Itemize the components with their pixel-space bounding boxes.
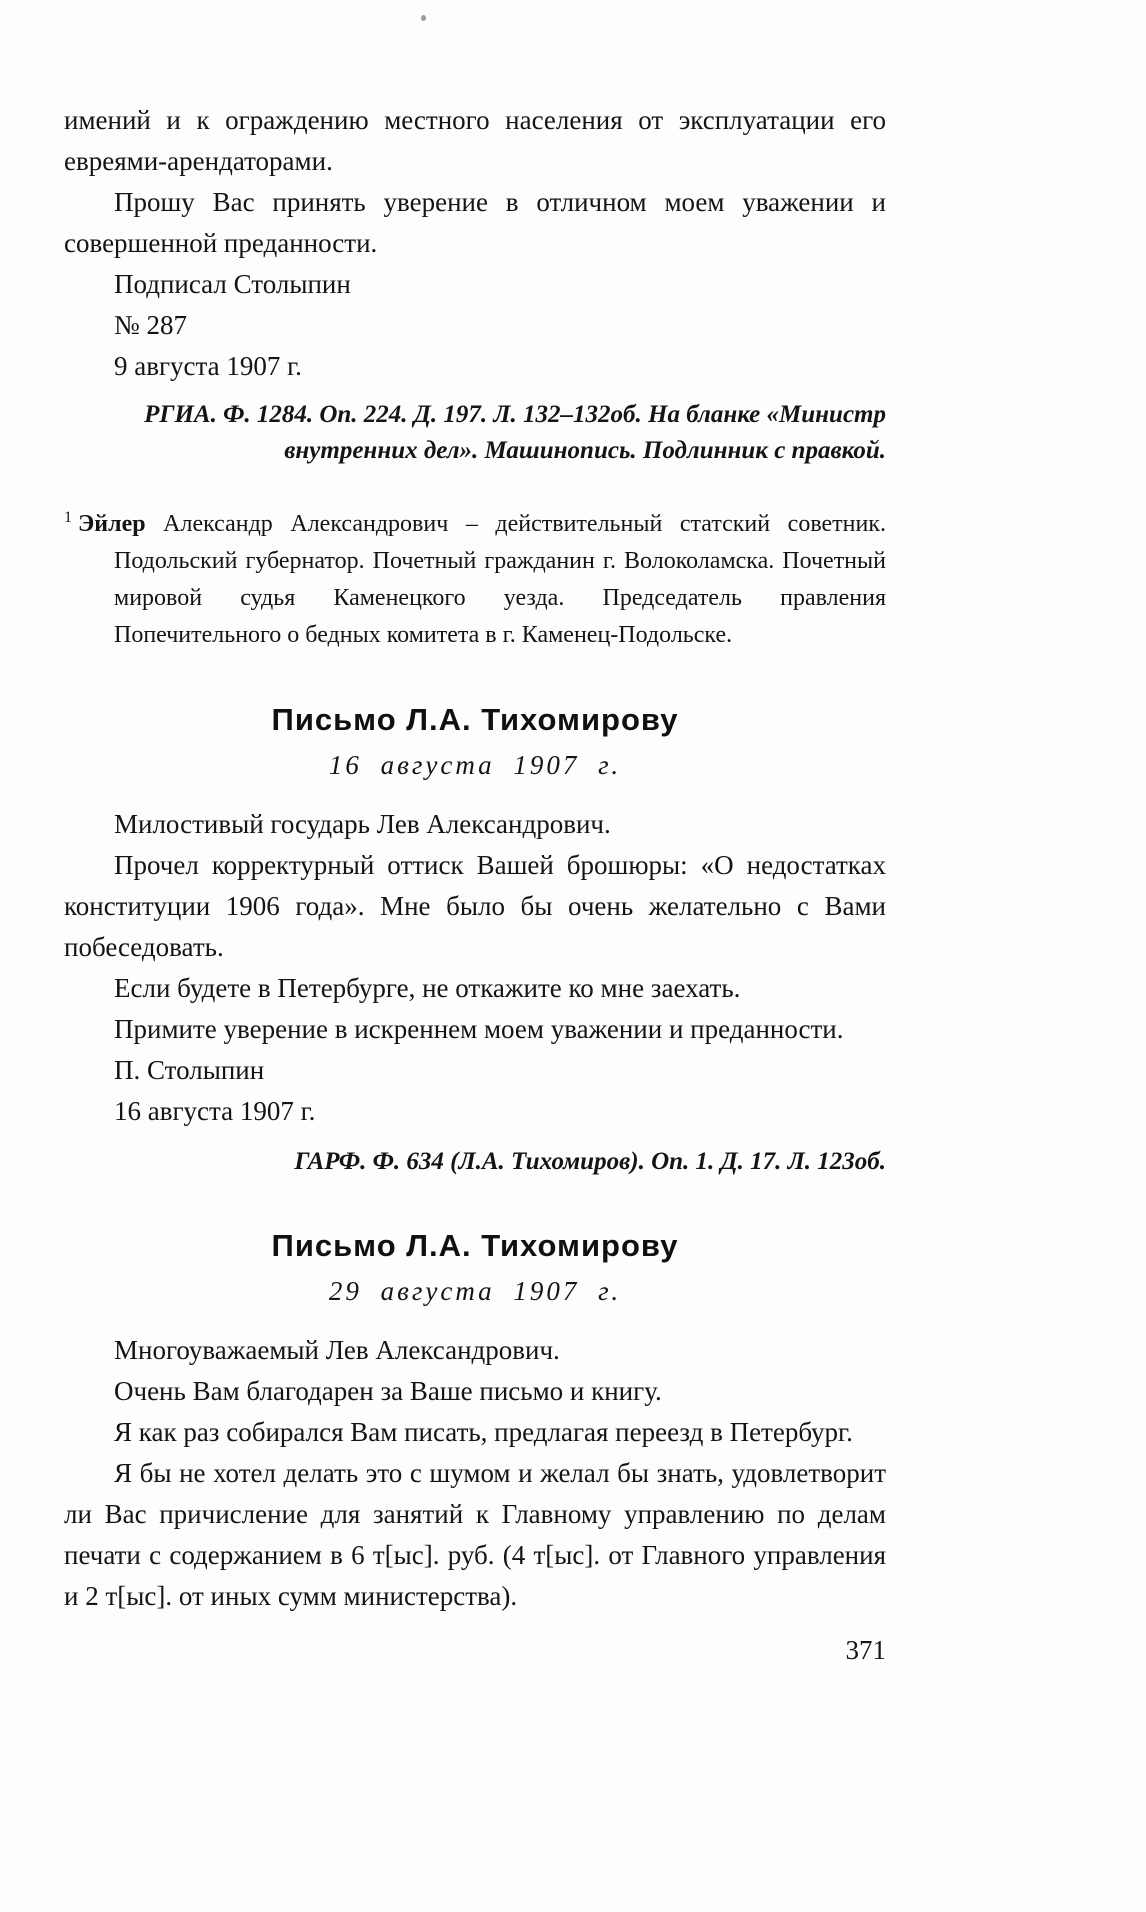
letter-date: 16 августа 1907 г.: [328, 750, 622, 780]
letter-body: [64, 804, 886, 1132]
body-paragraph: имений и к ограждению местного населения от эксплуатации его евреями-арендаторами.: [64, 105, 886, 176]
letter-title: Письмо Л.А. Тихомирову: [271, 702, 679, 737]
body-paragraph: Прочел корректурный оттиск Вашей брошюры: «О недостатках конституции 1906 года». Мне было бы очень желательно с Вами побеседовать.: [64, 850, 886, 962]
letter-title: Письмо Л.А. Тихомирову: [271, 1228, 679, 1263]
footnote-text: Александр Александрович – действительный статский советник. Подольский губернатор. Почетный гражданин г. Волоколамска. Почетный мировой судья Каменецкого уезда. Председатель правления Попечительного о бедных комитета в г. Каменец-Подольске.: [114, 511, 886, 648]
date-line: 16 августа 1907 г.: [114, 1096, 316, 1126]
body-paragraph: Милостивый государь Лев Александрович.: [114, 809, 611, 839]
archive-source: РГИА. Ф. 1284. Оп. 224. Д. 197. Л. 132–132об. На бланке «Министр внутренних дел». Машинопись. Подлинник с правкой.: [144, 401, 886, 464]
letter-date: 29 августа 1907 г.: [328, 1276, 622, 1306]
footnote: [64, 499, 886, 654]
signature-line: Подписал Столыпин: [114, 269, 351, 299]
letter-body: [64, 1330, 886, 1617]
document-number-line: № 287: [114, 310, 188, 340]
archive-source: ГАРФ. Ф. 634 (Л.А. Тихомиров). Оп. 1. Д. 17. Л. 123об.: [294, 1148, 886, 1175]
scan-speck: [421, 15, 426, 21]
body-paragraph: Примите уверение в искреннем моем уважении и преданности.: [114, 1014, 844, 1044]
body-paragraph: Если будете в Петербурге, не откажите ко мне заехать.: [114, 973, 741, 1003]
body-paragraph: Я бы не хотел делать это с шумом и желал бы знать, удовлетворит ли Вас причисление для занятий к Главному управлению по делам печати с содержанием в 6 т[ыс]. руб. (4 т[ыс]. от Главного управления и 2 т[ыс]. от иных сумм министерства).: [64, 1458, 886, 1611]
footnote-name: Эйлер: [78, 511, 146, 537]
body-paragraph: Очень Вам благодарен за Ваше письмо и книгу.: [114, 1376, 662, 1406]
body-paragraph: Многоуважаемый Лев Александрович.: [114, 1335, 560, 1365]
footnote-marker: 1: [64, 509, 72, 526]
page-number: 371: [845, 1635, 886, 1665]
body-paragraph: Я как раз собирался Вам писать, предлагая переезд в Петербург.: [114, 1417, 853, 1447]
body-paragraph: Прошу Вас принять уверение в отличном моем уважении и совершенной преданности.: [64, 187, 886, 258]
text-column: [64, 100, 886, 1667]
signature-line: П. Столыпин: [114, 1055, 265, 1085]
date-line: 9 августа 1907 г.: [114, 351, 302, 381]
